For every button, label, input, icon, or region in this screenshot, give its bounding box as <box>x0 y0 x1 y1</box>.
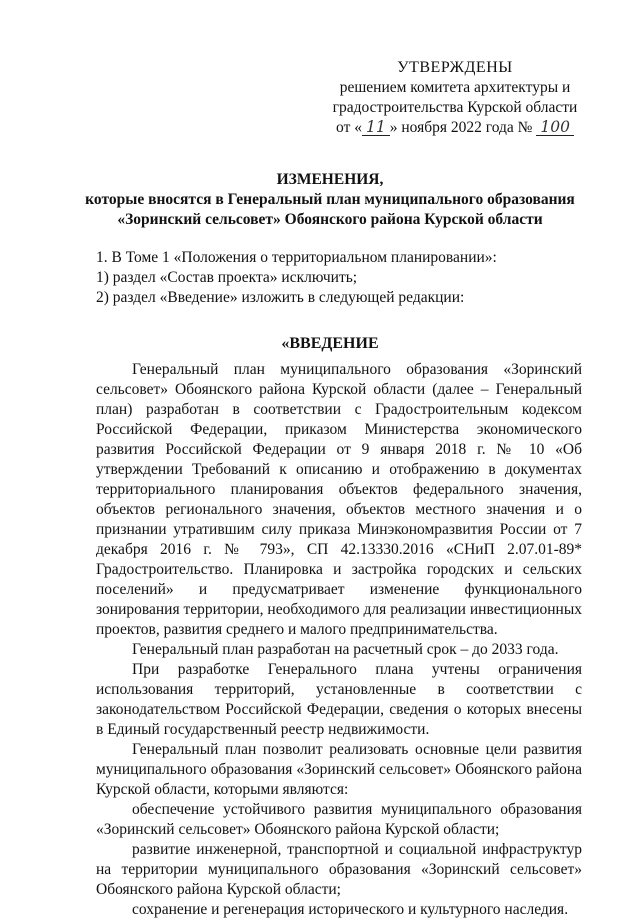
introduction-title: «ВВЕДЕНИЕ <box>281 335 379 352</box>
body-paragraph: Генеральный план разработан на расчетный срок – до 2033 года. <box>132 641 559 658</box>
amendment-items <box>96 248 596 308</box>
body-paragraph: При разработке Генерального плана учтены ограничения использования территорий, установленные в соответствии с законодательством Российской Федерации, сведения о которых внесены в Единый государственный реестр недвижимости. <box>96 661 582 738</box>
heading-line-2: которые вносятся в Генеральный план муниципального образования <box>85 191 575 208</box>
amendment-item: 1) раздел «Состав проекта» исключить; <box>96 269 358 286</box>
approval-date-middle: » ноября 2022 года № <box>389 119 533 136</box>
introduction-body <box>96 360 582 920</box>
body-paragraph: сохранение и регенерация исторического и культурного наследия. <box>132 901 569 918</box>
body-paragraph: обеспечение устойчивого развития муниципального образования «Зоринский сельсовет» Обоянского района Курской области; <box>96 801 582 838</box>
approval-day-handwritten: 11 <box>362 119 390 136</box>
amendment-item: 1. В Томе 1 «Положения о территориальном планировании»: <box>96 249 497 266</box>
body-paragraph: Генеральный план позволит реализовать основные цели развития муниципального образования «Зоринский сельсовет» Обоянского района Курской области, которыми являются: <box>96 741 582 798</box>
approval-date-line <box>320 118 590 138</box>
body-paragraph: развитие инженерной, транспортной и социальной инфраструктур на территории муниципального образования «Зоринский сельсовет» Обоянского района Курской области; <box>96 841 582 898</box>
amendment-item: 2) раздел «Введение» изложить в следующей редакции: <box>96 289 465 306</box>
approval-line-1: решением комитета архитектуры и <box>339 79 571 96</box>
heading-line-1: ИЗМЕНЕНИЯ, <box>276 171 384 188</box>
document-heading <box>60 170 600 230</box>
heading-line-3: «Зоринский сельсовет» Обоянского района Курской области <box>117 211 543 228</box>
approval-number-handwritten: 100 <box>536 119 574 136</box>
approval-line-2: градостроительства Курской области <box>332 99 578 116</box>
approval-title: УТВЕРЖДЕНЫ <box>397 59 513 76</box>
body-paragraph: Генеральный план муниципального образования «Зоринский сельсовет» Обоянского района Курской области (далее – Генеральный план) разработан в соответствии с Градостроительным кодексом Российской Федерации, приказом Министерства экономического развития Российской Федерации от 9 января 2018 г. № 10 «Об утверждении Требований к описанию и отображению в документах территориального планирования объектов федерального значения, объектов регионального значения, объектов местного значения и о признании утратившим силу приказа Минэкономразвития России от 7 декабря 2016 г. № 793», СП 42.13330.2016 «СНиП 2.07.01-89* Градостроительство. Планировка и застройка городских и сельских поселений» и предусматривает изменение функционального зонирования территории, необходимого для реализации инвестиционных проектов, развития среднего и малого предпринимательства. <box>96 361 582 638</box>
approval-date-prefix: от « <box>336 119 362 136</box>
approval-block <box>320 58 590 138</box>
